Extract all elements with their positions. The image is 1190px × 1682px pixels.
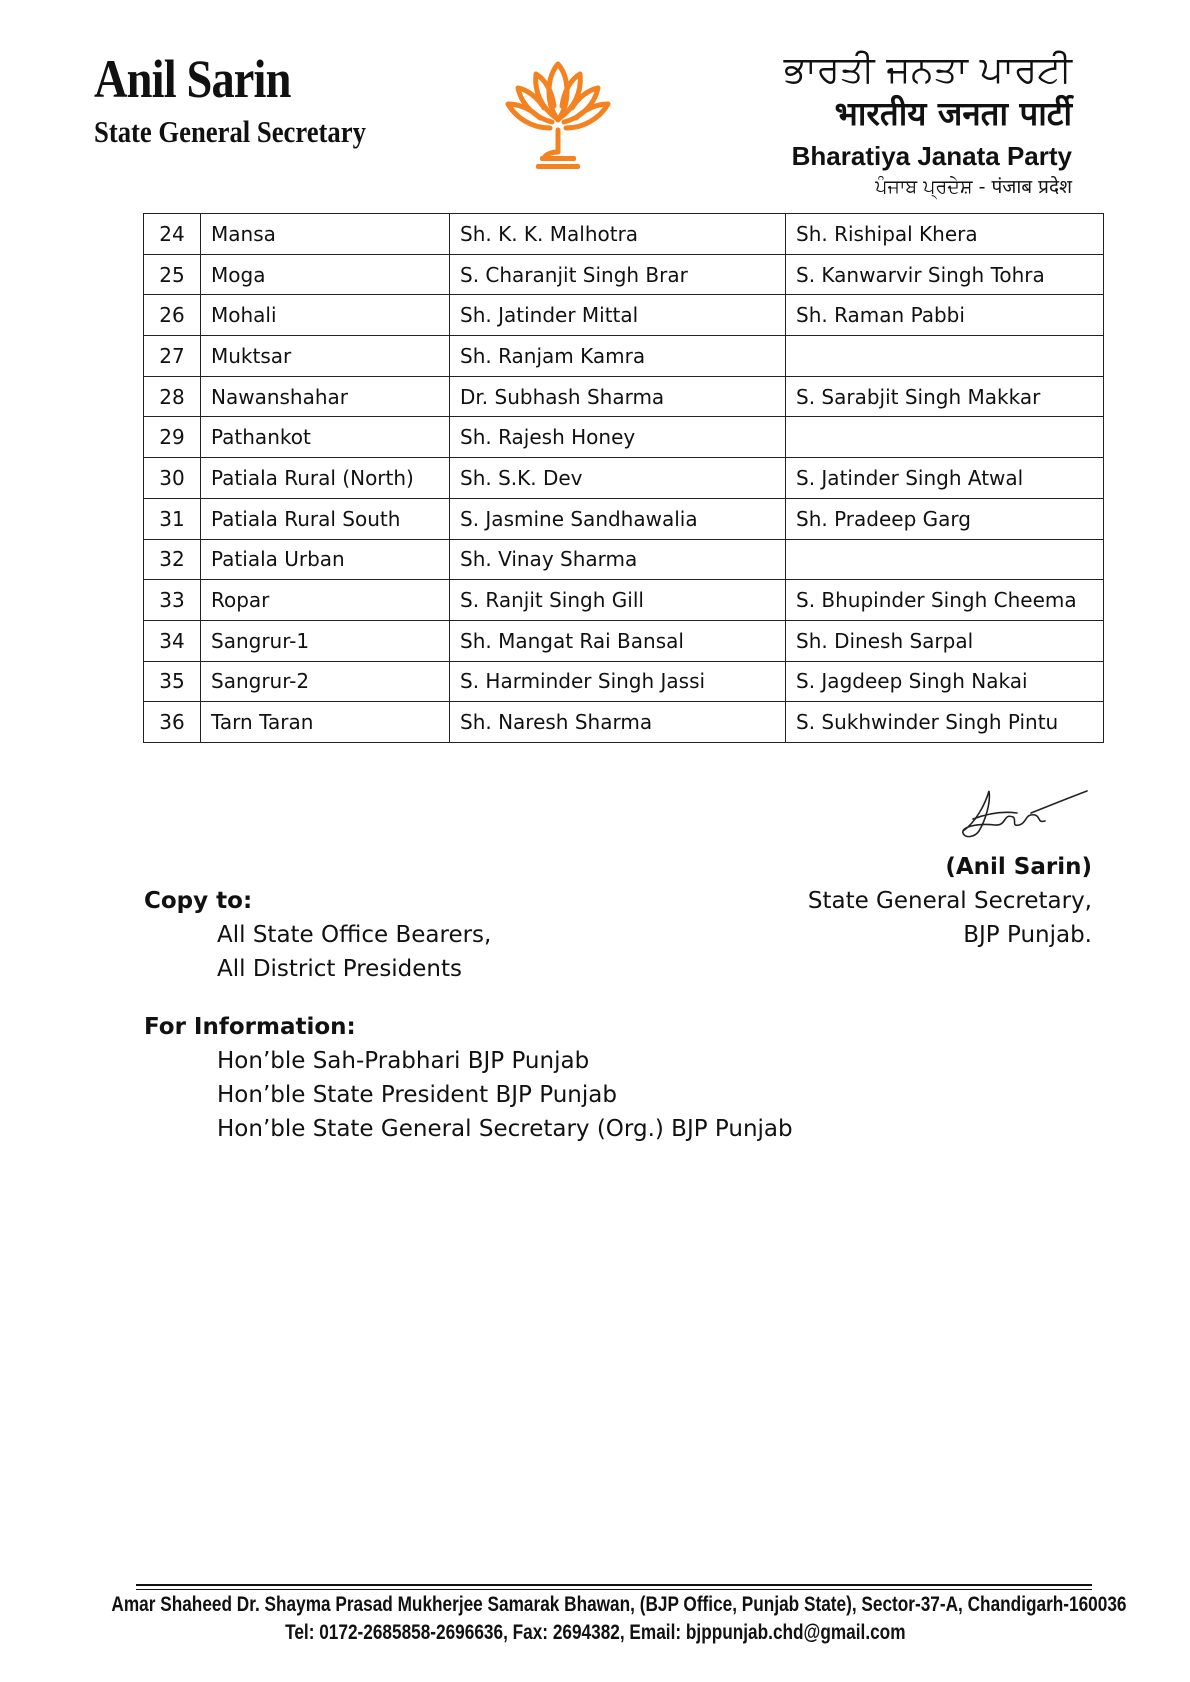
for-information-section xyxy=(144,1010,793,1146)
copy-to-heading: Copy to: xyxy=(144,888,253,914)
table-row xyxy=(144,702,1104,743)
for-information-heading: For Information: xyxy=(144,1014,356,1040)
row-number: 35 xyxy=(144,661,201,702)
footer-address: Amar Shaheed Dr. Shayma Prasad Mukherjee Samarak Bhawan, (BJP Office, Punjab State), Sector-37-A, Chandigarh-160036 xyxy=(111,1593,1127,1616)
row-number: 29 xyxy=(144,417,201,458)
district-cell: Patiala Rural South xyxy=(201,498,450,539)
person-cell: Sh. Pradeep Garg xyxy=(786,498,1104,539)
row-number: 34 xyxy=(144,620,201,661)
person-cell: Dr. Subhash Sharma xyxy=(450,376,786,417)
signatory-name: (Anil Sarin) xyxy=(945,854,1092,880)
table-row xyxy=(144,376,1104,417)
person-cell: Sh. Rishipal Khera xyxy=(786,214,1104,255)
district-cell: Nawanshahar xyxy=(201,376,450,417)
copy-to-section xyxy=(144,884,491,986)
footer-contact: Tel: 0172-2685858-2696636, Fax: 2694382, Email: bjppunjab.chd@gmail.com xyxy=(284,1621,906,1644)
row-number: 24 xyxy=(144,214,201,255)
district-cell: Mansa xyxy=(201,214,450,255)
table-row xyxy=(144,580,1104,621)
row-number: 30 xyxy=(144,458,201,499)
row-number: 36 xyxy=(144,702,201,743)
signature-block xyxy=(808,850,1092,952)
person-cell xyxy=(786,539,1104,580)
for-information-item: Hon’ble State President BJP Punjab xyxy=(217,1082,617,1108)
table-row xyxy=(144,620,1104,661)
person-cell: S. Kanwarvir Singh Tohra xyxy=(786,254,1104,295)
district-cell: Muktsar xyxy=(201,336,450,377)
person-cell: Sh. Raman Pabbi xyxy=(786,295,1104,336)
row-number: 31 xyxy=(144,498,201,539)
person-cell: S. Charanjit Singh Brar xyxy=(450,254,786,295)
person-cell: S. Jatinder Singh Atwal xyxy=(786,458,1104,499)
for-information-item: Hon’ble Sah-Prabhari BJP Punjab xyxy=(217,1048,590,1074)
table-row xyxy=(144,254,1104,295)
person-cell: S. Jasmine Sandhawalia xyxy=(450,498,786,539)
district-cell: Patiala Urban xyxy=(201,539,450,580)
person-cell: Sh. K. K. Malhotra xyxy=(450,214,786,255)
for-information-item: Hon’ble State General Secretary (Org.) BJP Punjab xyxy=(217,1116,793,1142)
signatory-designation: State General Secretary, xyxy=(807,888,1092,914)
footer-rule xyxy=(136,1584,1092,1590)
person-cell: Sh. Mangat Rai Bansal xyxy=(450,620,786,661)
letterhead-sender xyxy=(94,49,410,150)
copy-to-item: All District Presidents xyxy=(217,956,463,982)
person-cell: S. Sukhwinder Singh Pintu xyxy=(786,702,1104,743)
district-cell: Ropar xyxy=(201,580,450,621)
row-number: 26 xyxy=(144,295,201,336)
person-cell: S. Bhupinder Singh Cheema xyxy=(786,580,1104,621)
table-row xyxy=(144,295,1104,336)
person-cell: Sh. Vinay Sharma xyxy=(450,539,786,580)
person-cell: Sh. Dinesh Sarpal xyxy=(786,620,1104,661)
table-row xyxy=(144,458,1104,499)
person-cell: Sh. Jatinder Mittal xyxy=(450,295,786,336)
party-letterhead xyxy=(784,48,1072,200)
table-row xyxy=(144,498,1104,539)
row-number: 27 xyxy=(144,336,201,377)
person-cell: S. Jagdeep Singh Nakai xyxy=(786,661,1104,702)
row-number: 32 xyxy=(144,539,201,580)
state-unit-line: ਪੰਜਾਬ ਪ੍ਰਦੇਸ਼ - पंजाब प्रदेश xyxy=(875,176,1072,198)
district-table xyxy=(143,213,1104,743)
district-cell: Pathankot xyxy=(201,417,450,458)
person-cell: Sh. Rajesh Honey xyxy=(450,417,786,458)
district-cell: Tarn Taran xyxy=(201,702,450,743)
copy-to-item: All State Office Bearers, xyxy=(217,922,492,948)
sender-title: State General Secretary xyxy=(94,114,366,149)
sender-name: Anil Sarin xyxy=(94,49,291,109)
district-table-body xyxy=(144,214,1104,743)
signatory-org: BJP Punjab. xyxy=(963,922,1092,948)
table-row xyxy=(144,417,1104,458)
district-cell: Sangrur-2 xyxy=(201,661,450,702)
person-cell: Sh. Ranjam Kamra xyxy=(450,336,786,377)
row-number: 33 xyxy=(144,580,201,621)
district-cell: Mohali xyxy=(201,295,450,336)
person-cell: S. Harminder Singh Jassi xyxy=(450,661,786,702)
person-cell xyxy=(786,336,1104,377)
table-row xyxy=(144,336,1104,377)
person-cell: Sh. Naresh Sharma xyxy=(450,702,786,743)
party-name-punjabi: ਭਾਰਤੀ ਜਨਤਾ ਪਾਰਟੀ xyxy=(783,48,1072,91)
row-number: 28 xyxy=(144,376,201,417)
district-cell: Moga xyxy=(201,254,450,295)
district-cell: Patiala Rural (North) xyxy=(201,458,450,499)
person-cell xyxy=(786,417,1104,458)
party-name-hindi: भारतीय जनता पार्टी xyxy=(834,94,1072,133)
party-name-english: Bharatiya Janata Party xyxy=(791,141,1072,171)
table-row xyxy=(144,661,1104,702)
person-cell: S. Sarabjit Singh Makkar xyxy=(786,376,1104,417)
lotus-icon xyxy=(502,56,614,176)
district-cell: Sangrur-1 xyxy=(201,620,450,661)
signature-icon xyxy=(955,783,1090,843)
person-cell: Sh. S.K. Dev xyxy=(450,458,786,499)
table-row xyxy=(144,214,1104,255)
row-number: 25 xyxy=(144,254,201,295)
person-cell: S. Ranjit Singh Gill xyxy=(450,580,786,621)
table-row xyxy=(144,539,1104,580)
